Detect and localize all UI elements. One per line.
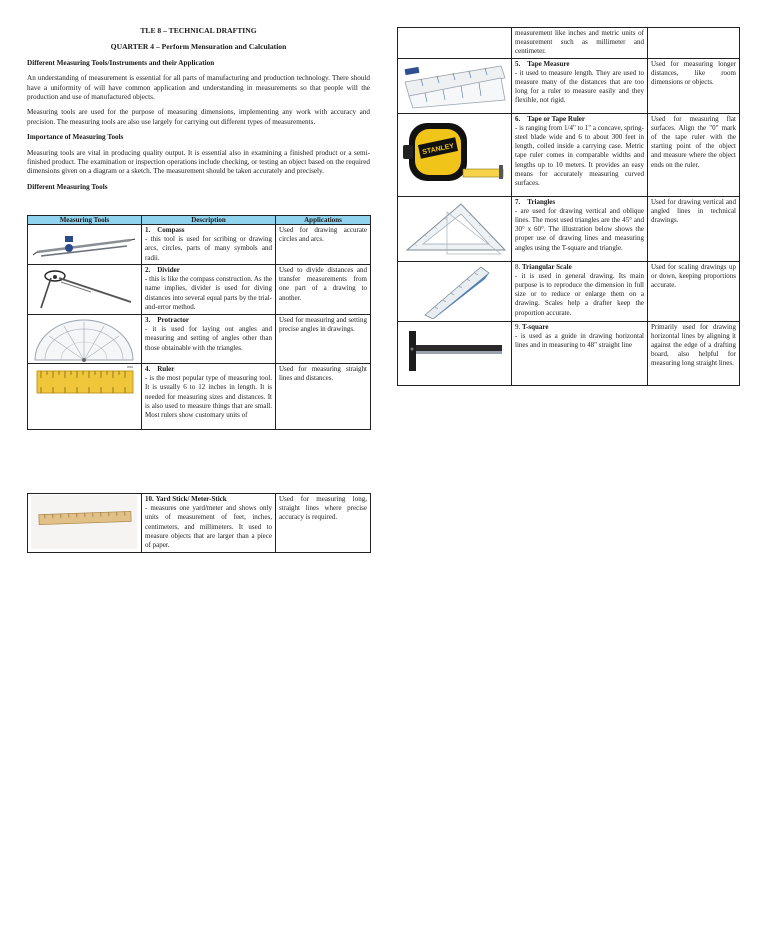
- continuation-image-cell: [398, 28, 512, 59]
- triangular-scale-image-cell: [398, 261, 512, 321]
- measuring-tools-table-yardstick: [27, 493, 370, 553]
- stanley-logo-text: STANLEY: [421, 142, 455, 156]
- table-row: [398, 113, 740, 196]
- header-description: Description: [142, 216, 276, 225]
- tape-measure-description-cell: [512, 58, 648, 113]
- triangular-scale-application-cell: Used for scaling drawings up or down, keeping proportions accurate.: [648, 261, 740, 321]
- compass-icon: [31, 226, 137, 262]
- tool-name: Compass: [157, 226, 185, 234]
- tool-name: Tape or Tape Ruler: [527, 114, 586, 123]
- tape-measure-application-cell: Used for measuring longer distances, like room dimensions or objects.: [648, 58, 740, 113]
- divider-application-cell: Used to divide distances and transfer measurements from one part of a drawing to another.: [276, 265, 371, 315]
- table-row: [398, 28, 740, 59]
- tool-description: - is ranging from 1/4" to 1" a concave, spring-steel blade wide and 6 to about 300 feet in length, coiled inside a carrying case. Metric tape ruler comes in comparable widths and lengths up to 10 meters. It provides an easy means for accurately measuring curved surfaces.: [515, 123, 644, 188]
- tape-measure-image-cell: [398, 58, 512, 113]
- tool-description: - is used as a guide in drawing horizontal lines and in measuring to 48" straight line: [515, 331, 644, 350]
- paragraph-understanding: An understanding of measurement is essential for all parts of manufacturing and production technology. There should have a uniformity of will have common application and understanding in measurements so that people will the production and use of manufactured objects.: [27, 74, 370, 102]
- tool-description: - it used to measure length. They are used to measure many of the distances that are too long for a ruler to measure easily and they flexible, not rigid.: [515, 68, 644, 105]
- tape-ruler-image-cell: [398, 113, 512, 196]
- triangular-scale-description-cell: [512, 261, 648, 321]
- table-header-row: [28, 216, 371, 225]
- table-row: [28, 265, 371, 315]
- table-row: [398, 321, 740, 385]
- section-heading-importance: Importance of Measuring Tools: [27, 133, 124, 142]
- row-number: 6.: [515, 114, 521, 123]
- table-row: [28, 494, 371, 553]
- row-number: 5.: [515, 59, 521, 68]
- triangles-description-cell: [512, 196, 648, 261]
- yardstick-description-cell: [142, 494, 276, 553]
- tool-name: Triangular Scale: [522, 262, 572, 271]
- ruler-image-cell: [28, 364, 142, 430]
- row-number: 7.: [515, 197, 521, 206]
- divider-icon: [31, 266, 137, 312]
- continuation-application-cell: [648, 28, 740, 59]
- triangles-image-cell: [398, 196, 512, 261]
- paragraph-importance: Measuring tools are vital in producing quality output. It is essential also in examining a finished product or a semi-finished product. The examination or inspection operations include checking, or testing an object based on the required dimensions given on a diagram or a sketch. The measurement should be taken accurately and precisely.: [27, 148, 370, 176]
- tool-name: Triangles: [527, 197, 556, 206]
- ruler-icon: [31, 365, 137, 399]
- row-number: 8.: [515, 262, 521, 271]
- table-row: [28, 364, 371, 430]
- yardstick-application-cell: Used for measuring long, straight lines where precise accuracy is required.: [276, 494, 371, 553]
- yardstick-image-cell: [28, 494, 142, 553]
- document-title: TLE 8 – TECHNICAL DRAFTING: [140, 26, 257, 35]
- tool-description: - are used for drawing vertical and oblique lines. The most used triangles are the 45° and 30° x 60°. The illustration below shows the proper use of drawing lines and measuring angles using the T-square and triangle.: [515, 206, 644, 252]
- paragraph-purpose: Measuring tools are used for the purpose of measuring dimensions, implementing any work with accuracy and precision. The measuring tools are also use largely for carrying out different types of measurements.: [27, 108, 370, 126]
- tool-description: - is the most popular type of measuring tool. It is usually 6 to 12 inches in length. It is needed for measuring sizes and distances. It is also used to measure things that are small. Most rulers show customary units of: [145, 374, 272, 420]
- row-number: 4.: [145, 365, 151, 373]
- table-row: [398, 261, 740, 321]
- table-row: [28, 315, 371, 364]
- header-applications: Applications: [276, 216, 371, 225]
- t-square-image-cell: [398, 321, 512, 385]
- protractor-image-cell: [28, 315, 142, 364]
- row-number: 9.: [515, 322, 521, 331]
- continuation-description-cell: measurement like inches and metric units of measurement such as millimeter and centimeter.: [512, 28, 648, 59]
- tool-description: - this tool is used for scribing or drawing arcs, circles, parts of many symbols and radii.: [145, 235, 272, 262]
- triangular-scale-icon: [401, 263, 509, 319]
- measuring-tools-table-right: [397, 27, 739, 386]
- t-square-icon: [401, 323, 509, 381]
- table-row: [28, 225, 371, 265]
- tool-name: Yard Stick/ Meter-Stick: [155, 495, 227, 503]
- tool-description: - it is used for laying out angles and measuring and setting of angles other than those obtainable with the triangles.: [145, 325, 272, 352]
- tape-ruler-application-cell: Used for measuring flat surfaces. Align the "0" mark of the tape ruler with the starting point of the object and measure where the object ends on the ruler.: [648, 113, 740, 196]
- tool-name: T-square: [522, 322, 549, 331]
- ruler-description-cell: [142, 364, 276, 430]
- divider-description-cell: [142, 265, 276, 315]
- compass-description-cell: [142, 225, 276, 265]
- tool-description: - measures one yard/meter and shows only units of measurement of feet, inches, centimeters, and millimeters. It used to measure objects that are larger than a piece of paper.: [145, 504, 272, 550]
- tape-ruler-icon: [401, 115, 509, 193]
- tool-name: Tape Measure: [527, 59, 570, 68]
- yardstick-icon: [31, 495, 137, 549]
- tape-measure-icon: [401, 60, 509, 110]
- row-number: 3.: [145, 316, 151, 324]
- protractor-application-cell: Used for measuring and setting precise angles in drawings.: [276, 315, 371, 364]
- tape-ruler-description-cell: [512, 113, 648, 196]
- ruler-application-cell: Used for measuring straight lines and distances.: [276, 364, 371, 430]
- t-square-application-cell: Primarily used for drawing horizontal lines by aligning it against the edge of a drafting board, also helpful for measuring long straight lines.: [648, 321, 740, 385]
- ruler-description-clip: [145, 365, 272, 427]
- section-heading-tools-application: Different Measuring Tools/Instruments and their Application: [27, 58, 215, 67]
- tool-description: - this is like the compass construction. As the name implies, divider is used for diving distances into several equal parts by the trial-and-error method.: [145, 275, 272, 311]
- tool-name: Divider: [157, 266, 180, 274]
- compass-image-cell: [28, 225, 142, 265]
- row-number: 1.: [145, 226, 151, 234]
- tool-name: Protractor: [157, 316, 189, 324]
- section-heading-different-tools: Different Measuring Tools: [27, 182, 108, 191]
- table-row: [398, 58, 740, 113]
- row-number: 2.: [145, 266, 151, 274]
- divider-image-cell: [28, 265, 142, 315]
- compass-application-cell: Used for drawing accurate circles and arcs.: [276, 225, 371, 265]
- t-square-description-cell: [512, 321, 648, 385]
- row-number: 10.: [145, 495, 154, 503]
- measuring-tools-table-left: [27, 215, 370, 430]
- table-row: [398, 196, 740, 261]
- protractor-description-cell: [142, 315, 276, 364]
- protractor-icon: [31, 316, 137, 362]
- left-column: [27, 26, 370, 198]
- triangles-application-cell: Used for drawing vertical and angled lines in technical drawings.: [648, 196, 740, 261]
- tool-name: Ruler: [157, 365, 175, 373]
- tool-description: - it is used in general drawing. Its main purpose is to reproduce the dimension in full size or to reduce or enlarge them on a drawing. Scales help a drafter keep the proportion accurate.: [515, 271, 644, 317]
- document-subtitle: QUARTER 4 – Perform Mensuration and Calculation: [110, 42, 287, 52]
- triangles-icon: [401, 198, 509, 258]
- header-measuring-tools: Measuring Tools: [28, 216, 142, 225]
